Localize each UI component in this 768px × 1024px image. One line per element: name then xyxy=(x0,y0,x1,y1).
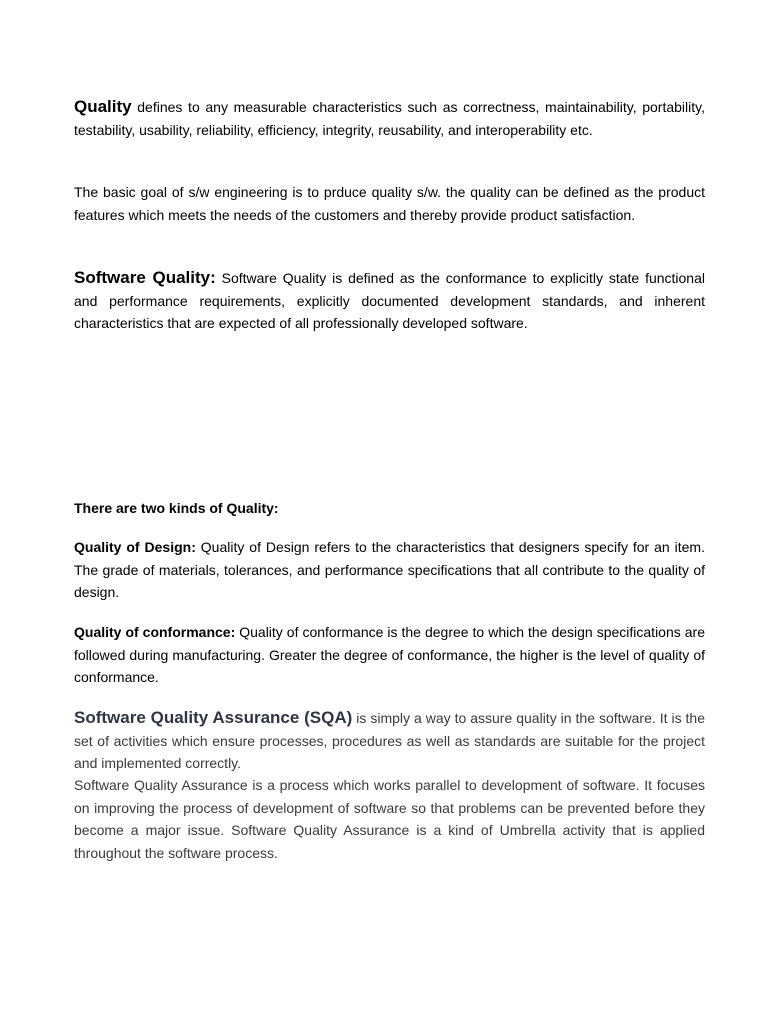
quality-definition: defines to any measurable characteristics such as correctness, maintainability, portability, testability, usability, reliability, efficiency, integrity, reusability, and interoperability etc. xyxy=(74,99,705,138)
goal-text: The basic goal of s/w engineering is to prduce quality s/w. the quality can be defined as the product features which meets the needs of the customers and thereby provide product satisfaction. xyxy=(74,184,705,223)
quality-of-design-definition: Quality of Design refers to the characteristics that designers specify for an item. The grade of materials, tolerances, and performance specifications that all contribute to the quality of design. xyxy=(74,539,705,600)
quality-paragraph xyxy=(74,96,705,141)
quality-of-design-term: Quality of Design: xyxy=(74,539,196,555)
quality-of-conformance-paragraph xyxy=(74,621,705,689)
kinds-of-quality-heading: There are two kinds of Quality: xyxy=(74,500,279,516)
quality-of-conformance-term: Quality of conformance: xyxy=(74,624,236,640)
quality-of-design-paragraph xyxy=(74,536,705,604)
quality-term: Quality xyxy=(74,97,132,116)
goal-paragraph xyxy=(74,181,705,226)
software-quality-term: Software Quality: xyxy=(74,268,216,287)
sqa-paragraph xyxy=(74,707,705,775)
sqa-term: Software Quality Assurance (SQA) xyxy=(74,708,353,727)
sqa-process-text: Software Quality Assurance is a process which works parallel to development of software. It focuses on improving the process of development of software so that problems can be prevented before they become a major issue. Software Quality Assurance is a kind of Umbrella activity that is applied throughout the software process. xyxy=(74,777,705,861)
software-quality-definition: Software Quality is defined as the conformance to explicitly state functional and performance requirements, explicitly documented development standards, and inherent characteristics that are expected of all professionally developed software. xyxy=(74,270,705,331)
quality-of-conformance-definition: Quality of conformance is the degree to which the design specifications are followed during manufacturing. Greater the degree of conformance, the higher is the level of quality of conformance. xyxy=(74,624,705,685)
sqa-process-paragraph xyxy=(74,774,705,864)
software-quality-paragraph xyxy=(74,267,705,335)
sqa-definition: is simply a way to assure quality in the software. It is the set of activities which ensure processes, procedures as well as standards are suitable for the project and implemented correctly. xyxy=(74,710,706,771)
